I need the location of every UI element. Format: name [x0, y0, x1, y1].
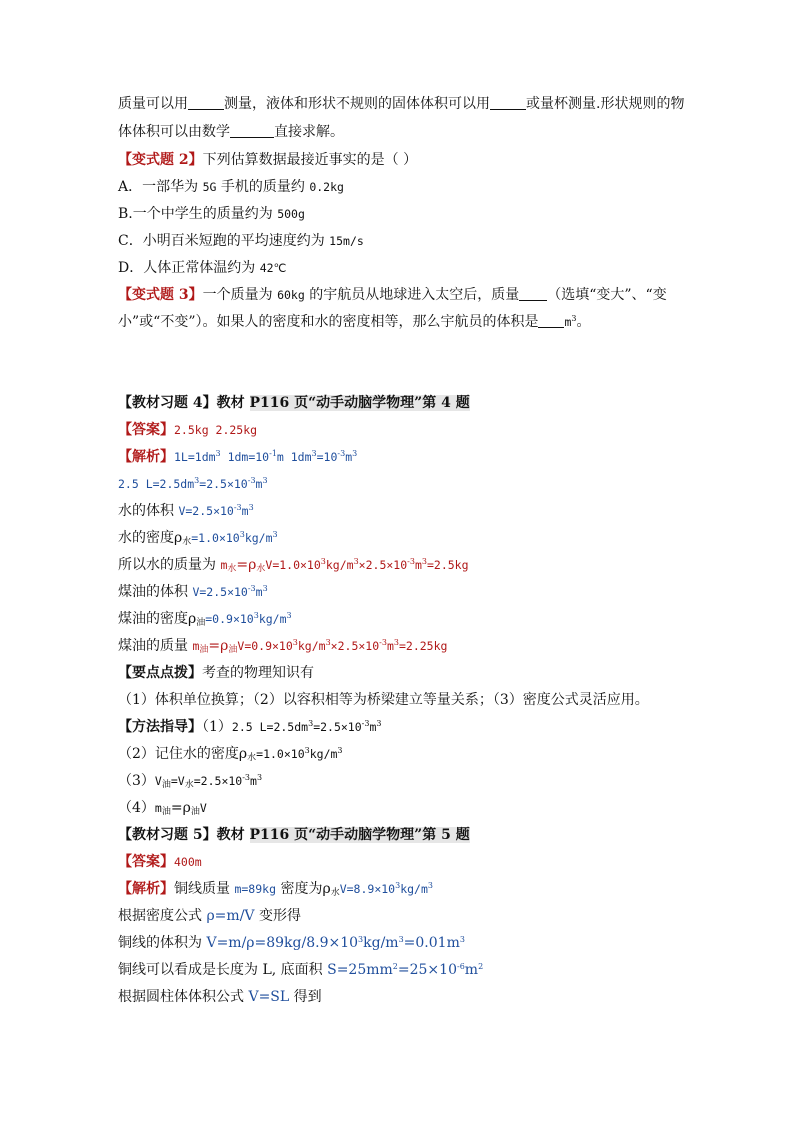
- superscript: 3: [304, 746, 310, 755]
- text-segment: =ρ: [170, 800, 191, 816]
- text-segment: 体体积可以由数学: [118, 124, 230, 140]
- superscript: 3: [311, 449, 317, 458]
- text-segment: =10: [316, 450, 338, 464]
- text-segment: =ρ: [236, 557, 257, 573]
- text-segment: ×2.5×10: [358, 558, 408, 572]
- text-segment: m=89kg: [234, 882, 276, 896]
- text-segment: 【教材习题 4】教材: [118, 395, 250, 411]
- text-segment: 一个质量为: [202, 287, 278, 303]
- text-segment: 【要点点拨】: [118, 665, 202, 681]
- fill-in-blank: [538, 314, 564, 328]
- superscript: 3: [262, 584, 268, 593]
- superscript: 3: [358, 935, 364, 944]
- superscript: 3: [398, 935, 404, 944]
- text-segment: m: [464, 962, 479, 978]
- text-segment: 铜线质量: [174, 881, 235, 897]
- text-segment: m: [255, 477, 263, 491]
- superscript: -3: [337, 449, 346, 458]
- subscript: 水: [184, 780, 194, 790]
- text-segment: 15m/s: [329, 234, 364, 248]
- text-segment: kg/m: [325, 558, 354, 572]
- text-segment: 所以水的质量为: [118, 557, 221, 573]
- text-line: [118, 879, 433, 899]
- text-segment: 小”或“不变”）。如果人的密度和水的密度相等，那么宇航员的体积是: [118, 314, 539, 330]
- text-segment: 煤油的质量: [118, 638, 193, 654]
- text-segment: m: [386, 639, 394, 653]
- text-segment: 5G: [202, 180, 217, 194]
- superscript: 3: [272, 530, 278, 539]
- text-segment: =25×10: [397, 962, 457, 978]
- superscript: -3: [361, 719, 370, 728]
- text-segment: kg/m: [309, 747, 338, 761]
- text-segment: V: [199, 801, 207, 815]
- subscript: 水: [227, 564, 237, 574]
- text-line: [118, 474, 268, 494]
- text-segment: 1dm=10: [220, 450, 270, 464]
- superscript: -3: [242, 773, 251, 782]
- text-segment: =1.0×10: [256, 747, 305, 761]
- superscript: 3: [292, 638, 298, 647]
- text-segment: 密度为ρ: [276, 881, 331, 897]
- text-segment: m: [369, 720, 377, 734]
- text-line: [118, 150, 417, 170]
- text-segment: 500g: [277, 207, 305, 221]
- superscript: -3: [247, 584, 256, 593]
- text-segment: V=1.0×10: [265, 558, 321, 572]
- subscript: 油: [161, 780, 171, 790]
- subscript: 水: [256, 564, 266, 574]
- text-segment: 根据圆柱体体积公式: [118, 989, 249, 1005]
- text-segment: 下列估算数据最接近事实的是（ ）: [202, 152, 418, 168]
- superscript: 3: [395, 881, 401, 890]
- text-line: [118, 258, 286, 278]
- text-segment: V=2.5×10: [178, 504, 234, 518]
- text-line: [118, 825, 470, 845]
- text-segment: V: [154, 774, 162, 788]
- text-segment: 质量可以用: [118, 96, 188, 112]
- text-segment: =0.01m: [403, 935, 460, 951]
- text-line: [118, 663, 314, 683]
- text-line: [118, 717, 381, 737]
- fill-in-blank: [230, 124, 274, 138]
- text-segment: V=m/ρ=89kg/8.9×10: [206, 935, 359, 951]
- superscript: 2: [392, 962, 398, 971]
- text-line: [118, 204, 305, 224]
- superscript: 3: [376, 719, 382, 728]
- text-segment: =ρ: [208, 638, 229, 654]
- subscript: 油: [190, 807, 200, 817]
- text-line: [118, 447, 357, 467]
- text-segment: =2.5×10: [313, 720, 362, 734]
- text-line: [118, 852, 202, 872]
- text-segment: 。: [576, 314, 591, 330]
- text-line: [118, 231, 364, 251]
- superscript: 3: [248, 503, 254, 512]
- text-segment: 【答案】: [118, 422, 174, 438]
- text-segment: C．小明百米短跑的平均速度约为: [118, 233, 330, 249]
- subscript: 油: [196, 618, 206, 628]
- subscript: 水: [182, 537, 192, 547]
- text-segment: 手机的质量约: [216, 179, 310, 195]
- text-segment: 得到: [289, 989, 322, 1005]
- superscript: 3: [325, 638, 331, 647]
- fill-in-blank: [519, 287, 547, 301]
- text-line: [118, 528, 278, 548]
- text-segment: =V: [170, 774, 185, 788]
- text-segment: 2.5 L=2.5dm: [118, 477, 195, 491]
- text-segment: =2.5kg: [426, 558, 469, 572]
- text-segment: kg/m: [244, 531, 273, 545]
- text-segment: 42℃: [259, 261, 287, 275]
- superscript: 3: [253, 611, 259, 620]
- fill-in-blank: [188, 96, 224, 110]
- fill-in-blank: [490, 96, 526, 110]
- text-segment: （1）: [202, 719, 232, 735]
- text-segment: 或量杯测量.形状规则的物: [526, 96, 685, 112]
- text-segment: 【变式题 2】: [118, 152, 203, 168]
- subscript: 油: [161, 807, 171, 817]
- text-segment: （3）: [118, 773, 155, 789]
- text-line: [118, 960, 483, 980]
- text-segment: 400m: [174, 855, 202, 869]
- text-line: [118, 555, 469, 575]
- text-segment: m: [250, 774, 257, 788]
- text-line: [118, 798, 207, 818]
- superscript: -3: [247, 476, 256, 485]
- superscript: 3: [337, 746, 343, 755]
- text-line: [118, 933, 465, 953]
- superscript: 3: [320, 557, 326, 566]
- text-segment: 煤油的体积: [118, 584, 193, 600]
- text-line: [118, 312, 591, 332]
- superscript: -3: [233, 503, 242, 512]
- text-segment: 【教材习题 5】教材: [118, 827, 250, 843]
- text-segment: 水的体积: [118, 503, 179, 519]
- text-segment: （选填“变大”、“变: [547, 287, 667, 303]
- text-segment: m 1dm: [276, 450, 312, 464]
- text-segment: 0.2kg: [309, 180, 344, 194]
- text-segment: （4）: [118, 800, 155, 816]
- text-segment: 铜线的体积为: [118, 935, 207, 951]
- superscript: 3: [352, 449, 358, 458]
- superscript: 3: [239, 530, 245, 539]
- text-segment: P116 页“动手动脑学物理”第 4 题: [249, 395, 470, 411]
- superscript: 3: [286, 611, 292, 620]
- text-segment: 2.5kg 2.25kg: [174, 423, 258, 437]
- text-segment: V=0.9×10: [237, 639, 293, 653]
- superscript: 3: [308, 719, 314, 728]
- text-segment: 2.5 L=2.5dm: [231, 720, 309, 734]
- superscript: 3: [194, 476, 200, 485]
- text-line: [118, 636, 447, 656]
- text-segment: A．一部华为: [118, 179, 203, 195]
- text-segment: m: [564, 315, 572, 329]
- text-segment: kg/m: [297, 639, 326, 653]
- text-segment: 【方法指导】: [118, 719, 202, 735]
- superscript: 3: [393, 638, 399, 647]
- text-segment: =2.25kg: [398, 639, 448, 653]
- text-segment: 变形得: [254, 908, 301, 924]
- text-line: [118, 94, 684, 114]
- text-segment: m: [345, 450, 353, 464]
- text-segment: 水的密度ρ: [118, 530, 183, 546]
- text-segment: ρ=m/V: [206, 908, 255, 924]
- text-segment: D．人体正常体温约为: [118, 260, 260, 276]
- text-segment: 直接求解。: [274, 124, 344, 140]
- text-line: [118, 744, 343, 764]
- subscript: 油: [228, 645, 238, 655]
- subscript: 水: [330, 888, 340, 898]
- text-segment: 根据密度公式: [118, 908, 207, 924]
- text-line: [118, 177, 344, 197]
- text-line: [118, 987, 322, 1007]
- text-segment: 考查的物理知识有: [202, 665, 314, 681]
- text-segment: kg/m: [363, 935, 399, 951]
- text-segment: m: [192, 639, 200, 653]
- text-line: [118, 285, 667, 305]
- text-segment: 【变式题 3】: [118, 287, 203, 303]
- text-line: [118, 122, 344, 142]
- text-line: [118, 771, 262, 791]
- text-line: [118, 690, 649, 710]
- text-segment: =0.9×10: [205, 612, 254, 626]
- superscript: 3: [459, 935, 465, 944]
- text-segment: =1.0×10: [191, 531, 240, 545]
- text-line: [118, 906, 301, 926]
- text-line: [118, 582, 268, 602]
- superscript: 3: [571, 314, 577, 323]
- superscript: 3: [215, 449, 221, 458]
- superscript: -3: [407, 557, 415, 566]
- superscript: 3: [256, 773, 263, 782]
- subscript: 油: [199, 645, 209, 655]
- text-segment: kg/m: [400, 882, 428, 896]
- text-line: [118, 501, 254, 521]
- text-segment: 煤油的密度ρ: [118, 611, 197, 627]
- superscript: -3: [379, 638, 387, 647]
- superscript: 3: [427, 881, 433, 890]
- text-segment: V=8.9×10: [339, 882, 396, 896]
- text-segment: m: [241, 504, 249, 518]
- text-segment: =2.5×10: [193, 774, 243, 788]
- text-segment: m: [414, 558, 422, 572]
- text-segment: 1L=1dm: [174, 450, 216, 464]
- superscript: 3: [421, 557, 427, 566]
- superscript: 3: [262, 476, 268, 485]
- text-segment: V=SL: [248, 989, 290, 1005]
- text-segment: 铜线可以看成是长度为 L, 底面积: [118, 962, 328, 978]
- text-segment: （1）体积单位换算；（2）以容积相等为桥梁建立等量关系；（3）密度公式灵活应用。: [118, 692, 649, 708]
- text-segment: =2.5×10: [199, 477, 248, 491]
- superscript: -6: [456, 962, 465, 971]
- text-segment: 60kg: [277, 288, 305, 302]
- text-line: [118, 609, 292, 629]
- text-segment: ×2.5×10: [330, 639, 380, 653]
- superscript: 3: [353, 557, 359, 566]
- text-line: [118, 393, 470, 413]
- text-segment: m: [154, 801, 162, 815]
- text-segment: 【答案】: [118, 854, 174, 870]
- text-segment: V=2.5×10: [192, 585, 248, 599]
- text-segment: 【解析】: [118, 449, 174, 465]
- text-segment: 测量，液体和形状不规则的固体体积可以用: [224, 96, 490, 112]
- superscript: 2: [478, 962, 484, 971]
- text-segment: 的宇航员从地球进入太空后，质量: [304, 287, 520, 303]
- text-segment: 【解析】: [118, 881, 174, 897]
- text-segment: m: [220, 558, 228, 572]
- superscript: -1: [269, 449, 277, 458]
- text-segment: P116 页“动手动脑学物理”第 5 题: [249, 827, 470, 843]
- text-segment: m: [255, 585, 263, 599]
- text-line: [118, 420, 257, 440]
- subscript: 水: [247, 753, 257, 763]
- text-segment: B.一个中学生的质量约为: [118, 206, 278, 222]
- text-segment: kg/m: [258, 612, 287, 626]
- text-segment: （2）记住水的密度ρ: [118, 746, 248, 762]
- text-segment: S=25mm: [327, 962, 393, 978]
